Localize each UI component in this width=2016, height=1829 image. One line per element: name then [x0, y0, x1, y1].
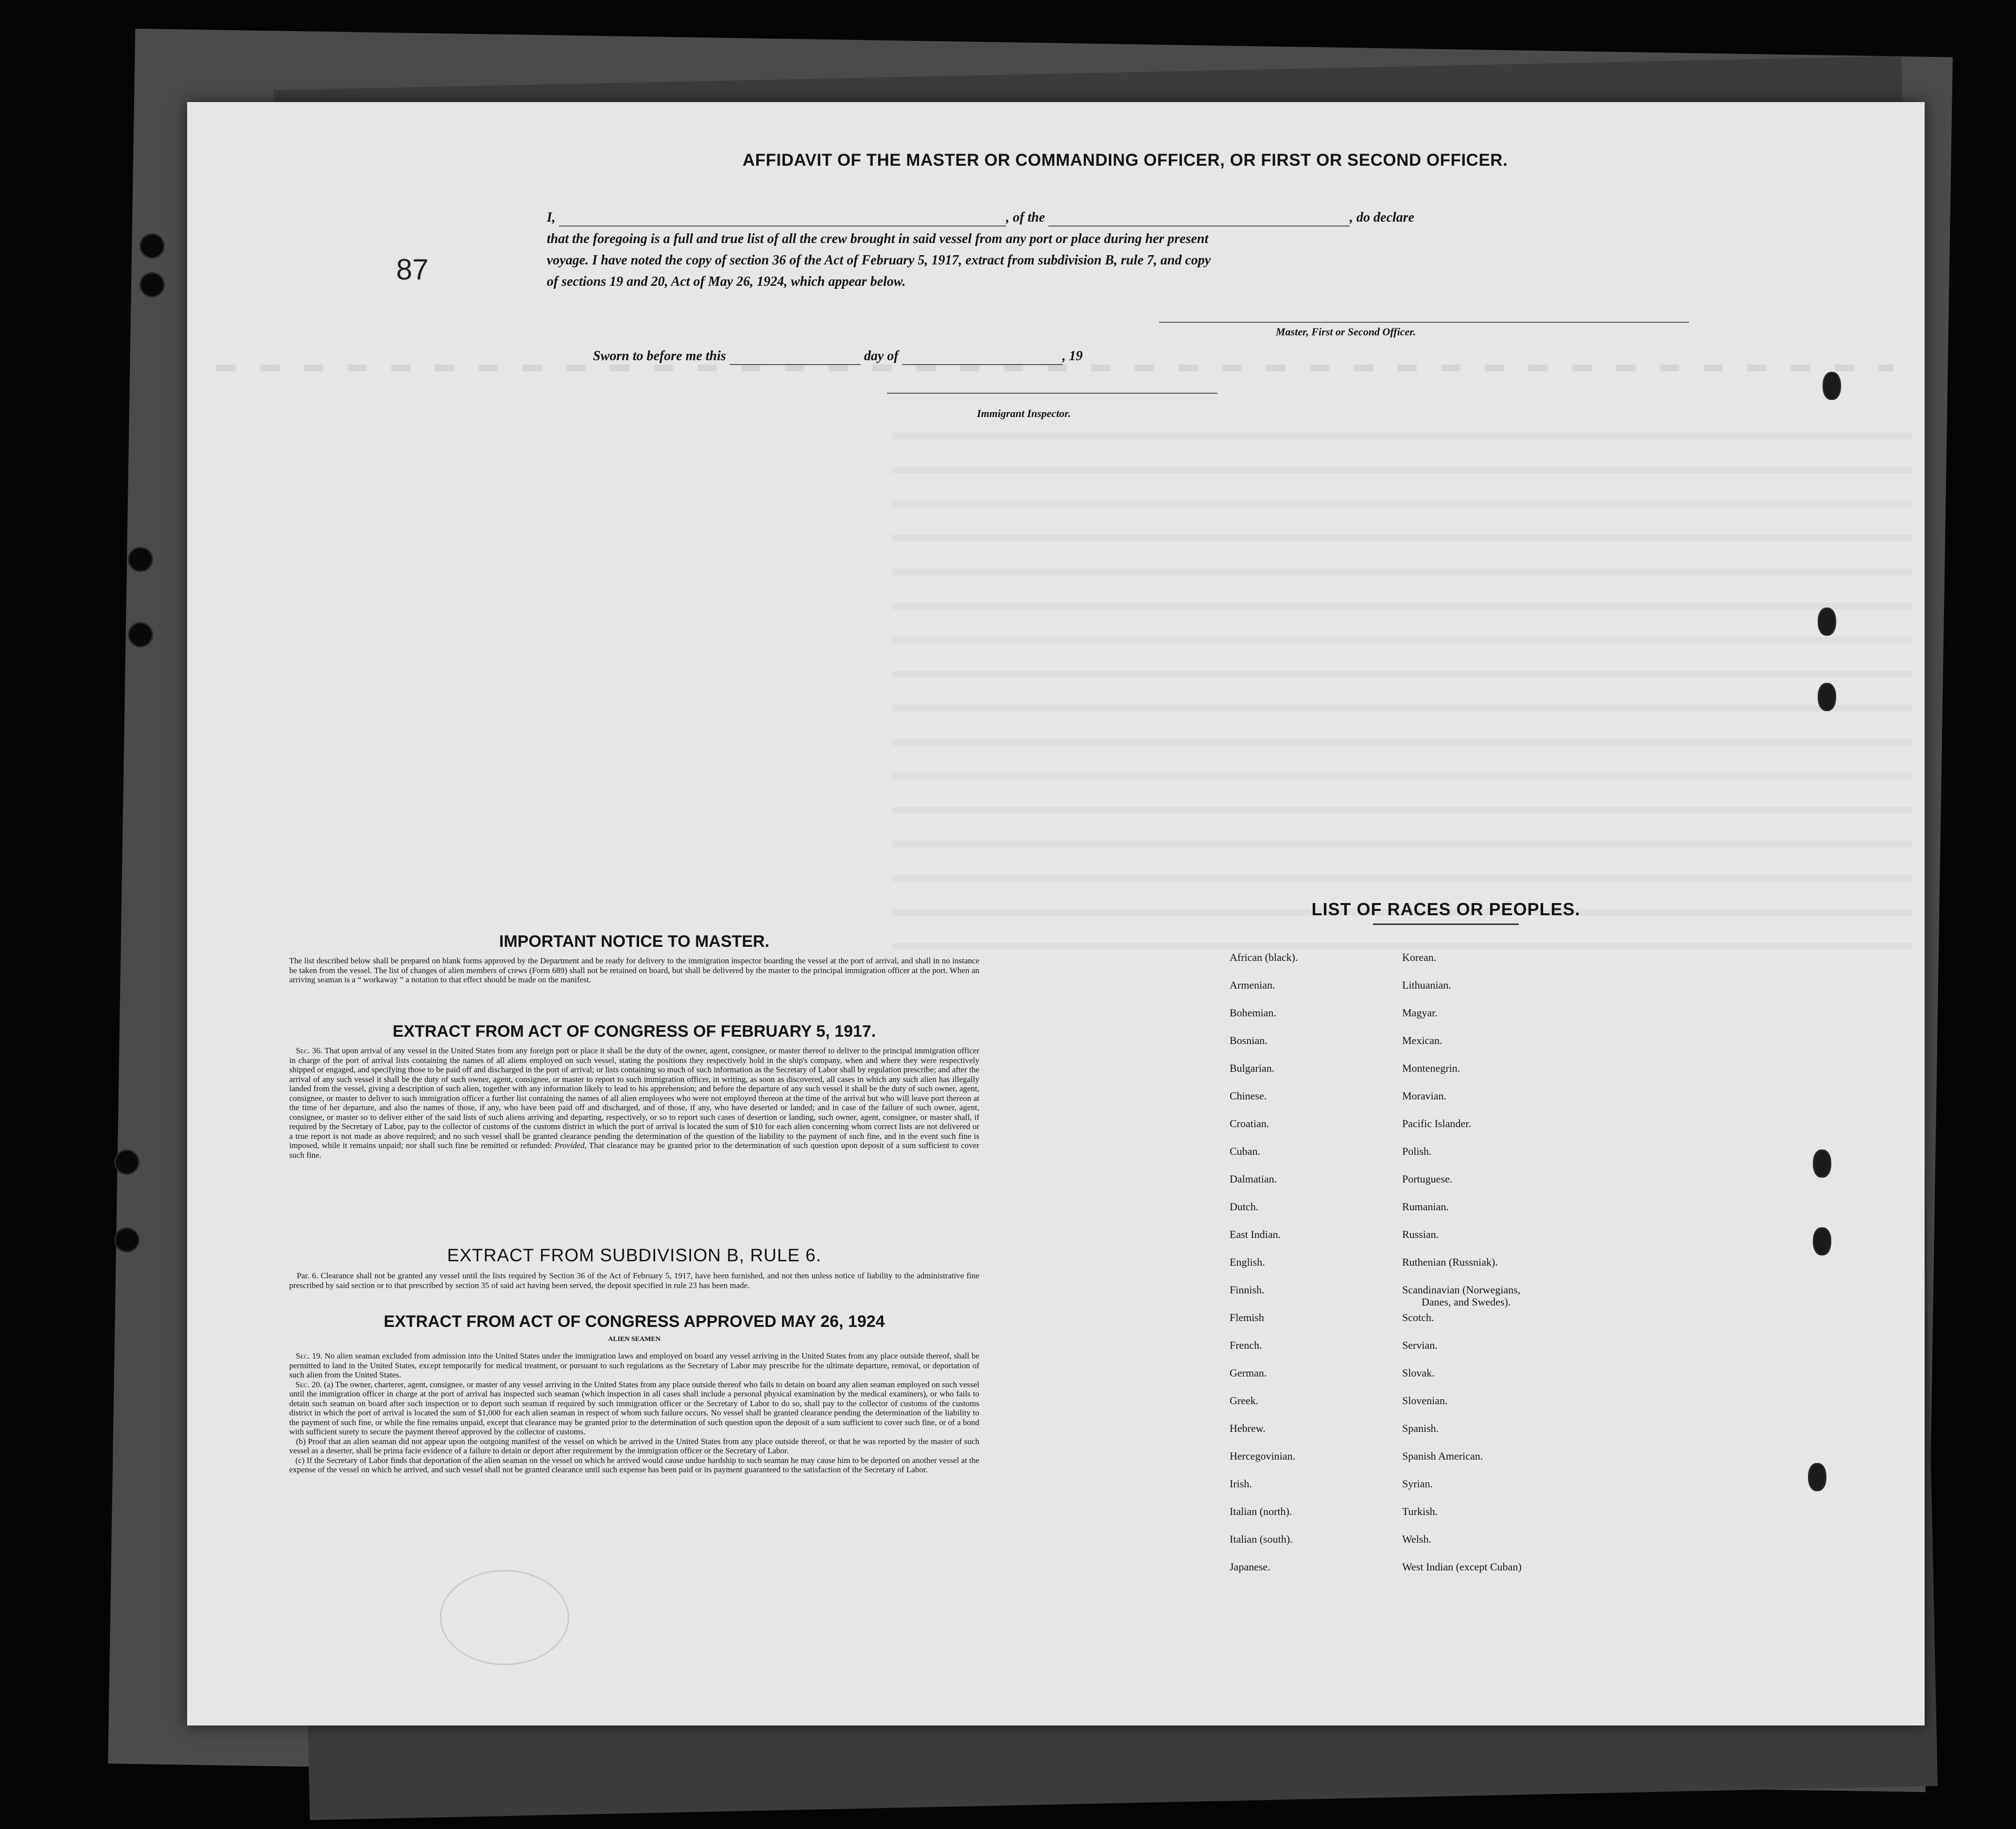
extract-1917-end: That clearance may be granted prior to the determination of such question upon deposit of a sum sufficient to cover such fine.: [289, 1141, 980, 1160]
binder-hole: [1808, 1463, 1826, 1491]
race-item: East Indian.: [1230, 1228, 1281, 1240]
race-item: Bulgarian.: [1230, 1062, 1275, 1074]
declaration-line-2: that the foregoing is a full and true list of all the crew brought in said vessel from any port or place during her present: [547, 231, 1209, 246]
section-19-label: Sec. 19.: [295, 1351, 323, 1360]
declaration-line-4: of sections 19 and 20, Act of May 26, 1924, which appear below.: [547, 274, 906, 289]
binder-hole: [1818, 608, 1836, 636]
extract-1924-title: EXTRACT FROM ACT OF CONGRESS APPROVED MAY 26, 1924: [383, 1312, 885, 1331]
race-item: Dalmatian.: [1230, 1173, 1277, 1185]
race-item: Spanish American.: [1402, 1450, 1483, 1462]
rule-6-title: EXTRACT FROM SUBDIVISION B, RULE 6.: [447, 1245, 822, 1265]
binder-hole: [114, 1227, 139, 1253]
rule-6-text: [289, 1271, 979, 1290]
declaration-of-the: , of the: [1006, 210, 1045, 225]
race-item: Hercegovinian.: [1230, 1450, 1295, 1462]
inspector-caption: Immigrant Inspector.: [977, 407, 1071, 419]
race-item: Finnish.: [1230, 1284, 1265, 1296]
race-item: German.: [1230, 1367, 1267, 1379]
extract-1924-text: [289, 1351, 979, 1475]
extract-1924-subtitle: ALIEN SEAMEN: [608, 1336, 660, 1343]
races-right-column: [1402, 943, 1655, 1581]
race-item: Syrian.: [1402, 1478, 1433, 1490]
race-item: Italian (south).: [1230, 1533, 1293, 1545]
race-item: [1402, 1276, 1655, 1308]
race-item-continuation: Danes, and Swedes).: [1422, 1296, 1511, 1308]
race-item: Flemish: [1230, 1311, 1264, 1324]
race-item: Polish.: [1402, 1145, 1432, 1157]
race-item: Dutch.: [1230, 1201, 1259, 1213]
binder-hole: [1813, 1150, 1831, 1178]
binder-hole: [1813, 1227, 1831, 1255]
rule-6-par: Par. 6.: [296, 1271, 318, 1280]
race-item: Portuguese.: [1402, 1173, 1453, 1185]
race-item: Hebrew.: [1230, 1422, 1266, 1434]
race-item: Scotch.: [1402, 1311, 1434, 1324]
race-item: Slovenian.: [1402, 1394, 1448, 1407]
form-page: [187, 102, 1925, 1725]
race-item: Greek.: [1230, 1394, 1259, 1407]
race-item: Cuban.: [1230, 1145, 1260, 1157]
binder-hole: [114, 1150, 139, 1175]
race-item: African (black).: [1230, 951, 1298, 963]
master-caption: Master, First or Second Officer.: [1276, 326, 1416, 338]
race-item: Welsh.: [1402, 1533, 1431, 1545]
race-item: Lithuanian.: [1402, 979, 1451, 991]
sworn-day-blank: [730, 364, 861, 365]
section-20-label: Sec. 20.: [295, 1379, 322, 1389]
section-20c-text: (c) If the Secretary of Labor finds that deportation of the alien seaman on the vessel on which he arrived would cause undue hardship to such seaman he may cause him to be deported on another vessel at the expense of the vessel on which he arrived, and such vessel shall not be granted clearance until such expense has been paid or its payment guaranteed to the satisfaction of the Secretary of Labor.: [289, 1455, 979, 1474]
race-item: Ruthenian (Russniak).: [1402, 1256, 1498, 1268]
race-item: Croatian.: [1230, 1117, 1269, 1130]
declaration-i: I,: [547, 210, 556, 225]
handwritten-number: 87: [396, 253, 429, 286]
binder-hole: [139, 272, 165, 297]
race-item: Magyar.: [1402, 1007, 1438, 1019]
section-20a-text: (a) The owner, charterer, agent, consignee, or master of any vessel arriving in the United States from any place outside thereof who fails to detain on board any alien seaman employed on such vessel until the immigration officer in charge at the port of arrival has inspected such seaman (which inspection in all cases shall include a personal physical examination by the medical examiners), or who fails to detain such seaman on board after such inspection or to deport such seaman if required by such immigration officer or the Secretary of Labor to do so, shall pay to the collector of customs of the customs district in which the port of arrival is located the sum of $1,000 for each alien seaman in respect of whom such failure occurs. No vessel shall be granted clearance pending the determination of the liability to the payment of such fine, or while the fine remains unpaid, except that clearance may be granted prior to the determination of such question upon the deposit of a sum sufficient to cover such fine, or of a bond with sufficient surety to secure the payment thereof approved by the collector of customs.: [289, 1379, 980, 1436]
race-item: Mexican.: [1402, 1034, 1442, 1046]
race-item: Italian (north).: [1230, 1505, 1292, 1517]
races-title: LIST OF RACES OR PEOPLES.: [1311, 899, 1581, 919]
race-item: Korean.: [1402, 951, 1437, 963]
section-20b: [289, 1437, 979, 1456]
races-title-rule: [1373, 923, 1519, 925]
notice-text: The list described below shall be prepared on blank forms approved by the Department and be ready for delivery to the immigration inspector boarding the vessel at the port of arrival, and shall in no instance be taken from the vessel. The list of changes of alien members of crews (Form 689) shall not be retained on board, but shall be delivered by the master to the principal immigration officer at the port. When an arriving seaman is a “ workaway ” a notation to that effect should be made on the manifest.: [289, 956, 979, 984]
affidavit-title: AFFIDAVIT OF THE MASTER OR COMMANDING OFFICER, OR FIRST OR SECOND OFFICER.: [742, 151, 1508, 170]
faint-stamp: [440, 1570, 569, 1665]
sworn-text: Sworn to before me this: [593, 348, 726, 364]
race-item: French.: [1230, 1339, 1262, 1351]
declaration-declare: , do declare: [1350, 210, 1414, 225]
section-19: [289, 1351, 979, 1380]
race-item: Bosnian.: [1230, 1034, 1268, 1046]
master-signature-line: [1159, 322, 1689, 323]
rule-6-body: Clearance shall not be granted any vessel until the lists required by Section 36 of the Act of February 5, 1917, have been furnished, and not then unless notice of liability to the administrative fine prescribed by said section or to that prescribed by section 35 of said act having been served, the deposit specified in rule 23 has been made.: [289, 1271, 980, 1290]
race-item: Turkish.: [1402, 1505, 1438, 1517]
extract-1917-body: That upon arrival of any vessel in the United States from any foreign port or place it shall be the duty of the owner, agent, consignee, or master thereof to deliver to the principal immigration officer in charge of the port of arrival lists containing the names of all aliens employed on such vessel, stating the positions they respectively hold in the ship's company, when and where they were respectively shipped or engaged, and specifying those to be paid off and discharged in the port of arrival; or lists containing so much of such information as the Secretary of Labor shall by regulation prescribe; and after the arrival of any such vessel it shall be the duty of such owner, agent, consignee, or master to report to such immigration officer, in writing, as soon as discovered, all cases in which any such alien has illegally landed from the vessel, giving a description of such alien, together with any information likely to lead to his apprehension; and before the departure of any such vessel it shall be the duty of such owner, agent, consignee, or master to deliver to such immigration officer a further list containing the names of all alien employees who were not employed thereon at the time of the arrival but who will leave port thereon at the time of her departure, and also the names of those, if any, who have been paid off and discharged, and of those, if any, who have deserted or landed; and in case of the failure of such owner, agent, consignee, or master so to deliver either of the said lists of such aliens arriving and departing, respectively, or so to report such cases of desertion or landing, such owner, agent, consignee, or master shall, if required by the Secretary of Labor, pay to the collector of customs of the customs district in which the port of arrival is located the sum of $10 for each alien concerning whom correct lists are not delivered or a true report is not made as above required; and no such vessel shall be granted clearance pending the determination of the question of the liability to the payment of such fine, and in the event such fine is imposed, while it remains unpaid; nor shall such fine be remitted or refunded:: [289, 1046, 979, 1150]
extract-1917-provided: Provided,: [555, 1141, 587, 1150]
extract-1917-title: EXTRACT FROM ACT OF CONGRESS OF FEBRUARY 5, 1917.: [392, 1022, 876, 1041]
race-item: Irish.: [1230, 1478, 1252, 1490]
binder-hole: [1818, 683, 1836, 711]
race-item: Bohemian.: [1230, 1007, 1276, 1019]
races-left-column: [1230, 943, 1414, 1581]
binder-hole: [1823, 372, 1841, 400]
sworn-line: [593, 348, 1083, 365]
race-item-text: Scandinavian (Norwegians,: [1402, 1284, 1521, 1296]
extract-1917-text: [289, 1046, 979, 1160]
race-item: Moravian.: [1402, 1090, 1447, 1102]
race-item: Spanish.: [1402, 1422, 1439, 1434]
binder-hole: [139, 233, 165, 259]
race-item: Pacific Islander.: [1402, 1117, 1471, 1130]
race-item: Rumanian.: [1402, 1201, 1449, 1213]
section-20c: [289, 1456, 979, 1475]
declaration-line-3: voyage. I have noted the copy of section 36 of the Act of February 5, 1917, extract from subdivision B, rule 7, and copy: [547, 253, 1211, 268]
bleed-through: [892, 433, 1912, 967]
race-item: Servian.: [1402, 1339, 1438, 1351]
binder-hole: [128, 547, 153, 572]
section-20b-text: (b) Proof that an alien seaman did not appear upon the outgoing manifest of the vessel on which he arrived in the United States from any place outside thereof, or that he was reported by the master of such vessel as a deserter, shall be prima facie evidence of a failure to detain or deport after requirement by the immigration officer or the Secretary of Labor.: [289, 1436, 979, 1455]
bleed-through: [216, 365, 1893, 371]
race-item: Russian.: [1402, 1228, 1439, 1240]
race-item: Chinese.: [1230, 1090, 1267, 1102]
sworn-month-blank: [902, 364, 1062, 365]
race-item: Montenegrin.: [1402, 1062, 1460, 1074]
declaration-line-1: [547, 209, 1689, 226]
year-text: , 19: [1062, 348, 1083, 364]
section-19-text: No alien seaman excluded from admission into the United States under the immigration laws and employed on board any vessel arriving in the United States from any place outside thereof, shall be permitted to land in the United States, except temporarily for medical treatment, or pursuant to such regulations as the Secretary of Labor may prescribe for the ultimate departure, removal, or deportation of such alien from the United States.: [289, 1351, 979, 1379]
race-item: Slovak.: [1402, 1367, 1435, 1379]
inspector-signature-line: [887, 393, 1217, 394]
race-item: West Indian (except Cuban): [1402, 1561, 1522, 1573]
extract-1917-sec: Sec. 36.: [295, 1046, 323, 1055]
day-of-text: day of: [864, 348, 899, 364]
race-item: English.: [1230, 1256, 1265, 1268]
section-20a: [289, 1380, 979, 1437]
notice-title: IMPORTANT NOTICE TO MASTER.: [499, 932, 769, 951]
race-item: Japanese.: [1230, 1561, 1270, 1573]
race-item: Armenian.: [1230, 979, 1275, 991]
binder-hole: [128, 622, 153, 647]
